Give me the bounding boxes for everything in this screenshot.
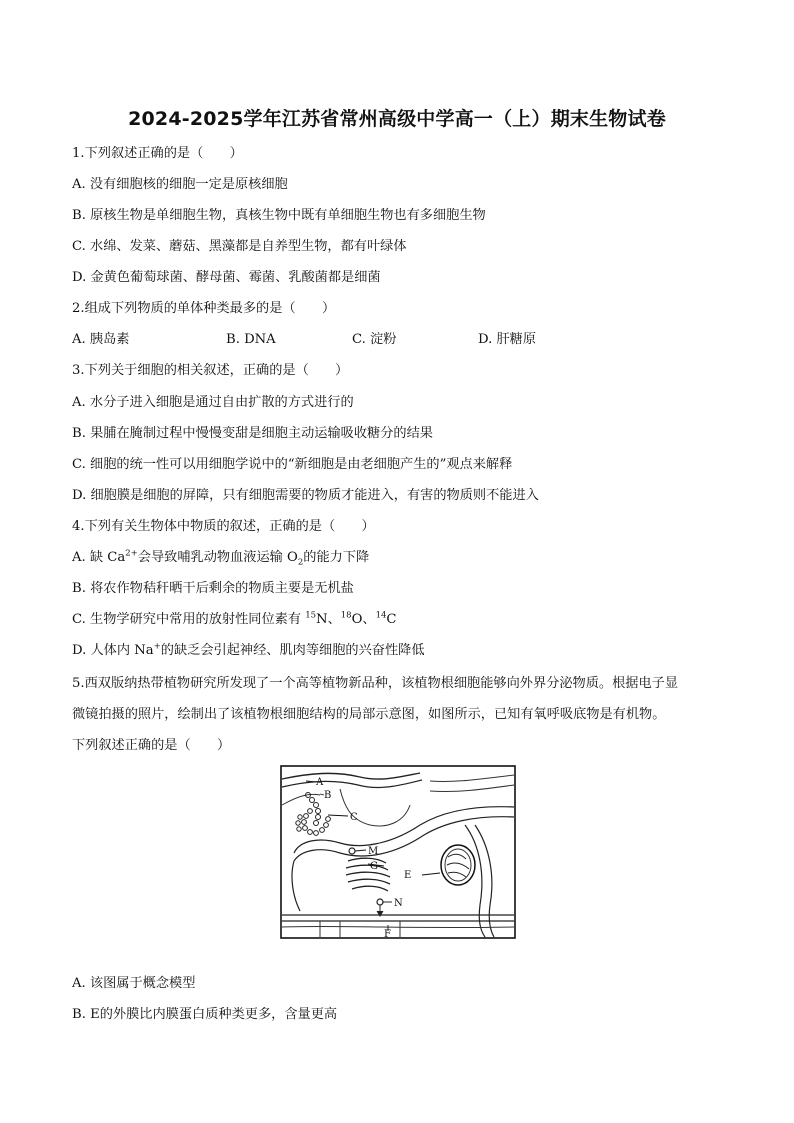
diagram-label-a: A: [316, 777, 324, 788]
q2-option-b: B. DNA: [226, 332, 276, 347]
q5-stem-line-1: 5.西双版纳热带植物研究所发现了一个高等植物新品种，该植物根细胞能够向外界分泌物质。根据电子显: [72, 676, 679, 691]
q3-stem: 3.下列关于细胞的相关叙述，正确的是（ ）: [72, 363, 349, 378]
q2-option-c: C. 淀粉: [352, 332, 397, 347]
q1-option-d: D. 金黄色葡萄球菌、酵母菌、霉菌、乳酸菌都是细菌: [72, 270, 381, 285]
q3-option-d: D. 细胞膜是细胞的屏障，只有细胞需要的物质才能进入，有害的物质则不能进入: [72, 488, 539, 503]
q4-stem: 4.下列有关生物体中物质的叙述，正确的是（ ）: [72, 519, 375, 534]
q2-option-a: A. 胰岛素: [72, 332, 130, 347]
diagram-label-e: E: [404, 870, 412, 881]
q2-option-d: D. 肝糖原: [478, 332, 537, 347]
q1-option-c: C. 水绵、发菜、蘑菇、黑藻都是自养型生物，都有叶绿体: [72, 239, 407, 254]
q4-option-a: A. 缺 $Ca^{2+}$会导致哺乳动物血液运输 $O_2$的能力下降: [72, 548, 370, 568]
q1-stem: 1.下列叙述正确的是（ ）: [72, 146, 243, 161]
q3-option-b: B. 果脯在腌制过程中慢慢变甜是细胞主动运输吸收糖分的结果: [72, 426, 433, 441]
q1-option-a: A. 没有细胞核的细胞一定是原核细胞: [72, 177, 288, 192]
q4-option-d: D. 人体内 Na+的缺乏会引起神经、肌肉等细胞的兴奋性降低: [72, 641, 425, 658]
q3-option-c: C. 细胞的统一性可以用细胞学说中的“新细胞是由老细胞产生的”观点来解释: [72, 457, 513, 472]
q5-stem-line-3: 下列叙述正确的是（ ）: [72, 738, 231, 753]
q5-option-b: B. E的外膜比内膜蛋白质种类更多，含量更高: [72, 1007, 338, 1022]
q5-option-a: A. 该图属于概念模型: [72, 976, 196, 991]
diagram-label-c: C: [350, 812, 358, 823]
diagram-label-b: B: [324, 790, 332, 801]
q2-stem: 2.组成下列物质的单体种类最多的是（ ）: [72, 301, 336, 316]
q3-option-a: A. 水分子进入细胞是通过自由扩散的方式进行的: [72, 395, 354, 410]
diagram-label-m: M: [368, 846, 379, 857]
diagram-label-f: F: [384, 929, 391, 939]
q5-stem-line-2: 微镜拍摄的照片，绘制出了该植物根细胞结构的局部示意图，如图所示，已知有氧呼吸底物是有机物。: [72, 707, 666, 722]
q4-option-b: B. 将农作物秸秆晒干后剩余的物质主要是无机盐: [72, 581, 354, 596]
diagram-label-n: N: [394, 898, 403, 909]
exam-title: 2024-2025学年江苏省常州高级中学高一（上）期末生物试卷: [128, 108, 666, 130]
diagram-label-g: G: [370, 861, 378, 872]
root-cell-diagram: [280, 765, 516, 939]
q1-option-b: B. 原核生物是单细胞生物，真核生物中既有单细胞生物也有多细胞生物: [72, 208, 486, 223]
q4-option-c: C. 生物学研究中常用的放射性同位素有 $^{15}$N、$^{18}$O、$^{14}$C: [72, 610, 397, 627]
